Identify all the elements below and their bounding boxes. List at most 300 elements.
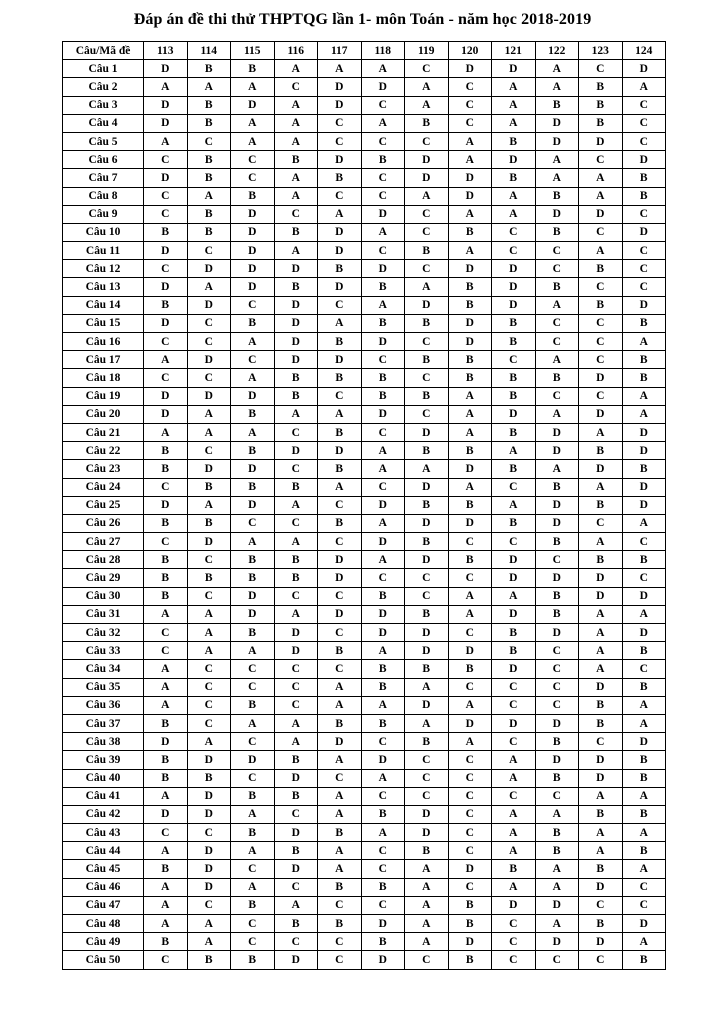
answer-cell: A bbox=[579, 605, 623, 623]
answer-cell: A bbox=[361, 114, 405, 132]
table-row bbox=[63, 460, 666, 478]
answer-cell: C bbox=[622, 260, 666, 278]
answer-cell: C bbox=[318, 187, 362, 205]
answer-cell: D bbox=[318, 605, 362, 623]
answer-cell: A bbox=[231, 423, 275, 441]
answer-cell: A bbox=[187, 733, 231, 751]
answer-cell: C bbox=[448, 78, 492, 96]
answer-cell: A bbox=[448, 242, 492, 260]
answer-cell: B bbox=[231, 951, 275, 969]
answer-cell: A bbox=[144, 423, 188, 441]
answer-cell: A bbox=[187, 423, 231, 441]
answer-key-table bbox=[62, 41, 666, 970]
answer-cell: D bbox=[187, 787, 231, 805]
answer-cell: A bbox=[318, 751, 362, 769]
answer-cell: A bbox=[492, 187, 536, 205]
question-label-cell: Câu 12 bbox=[63, 260, 144, 278]
answer-cell: B bbox=[622, 460, 666, 478]
answer-cell: A bbox=[535, 405, 579, 423]
table-row bbox=[63, 260, 666, 278]
answer-cell: A bbox=[187, 915, 231, 933]
answer-cell: B bbox=[274, 751, 318, 769]
answer-cell: C bbox=[492, 915, 536, 933]
question-label-cell: Câu 34 bbox=[63, 660, 144, 678]
table-row bbox=[63, 478, 666, 496]
page-title: Đáp án đề thi thử THPTQG lần 1- môn Toán - năm học 2018-2019 bbox=[133, 11, 592, 28]
answer-cell: A bbox=[405, 460, 449, 478]
answer-cell: D bbox=[361, 496, 405, 514]
answer-cell: C bbox=[231, 678, 275, 696]
answer-cell: A bbox=[231, 132, 275, 150]
answer-cell: B bbox=[579, 551, 623, 569]
answer-cell: C bbox=[231, 514, 275, 532]
answer-cell: C bbox=[144, 478, 188, 496]
answer-cell: D bbox=[361, 405, 405, 423]
answer-cell: C bbox=[405, 569, 449, 587]
answer-cell: B bbox=[492, 387, 536, 405]
answer-cell: B bbox=[144, 551, 188, 569]
answer-cell: D bbox=[535, 714, 579, 732]
answer-cell: A bbox=[144, 878, 188, 896]
table-row bbox=[63, 496, 666, 514]
answer-cell: B bbox=[231, 696, 275, 714]
exam-code-header: 113 bbox=[144, 42, 188, 60]
answer-cell: C bbox=[448, 769, 492, 787]
answer-cell: C bbox=[579, 223, 623, 241]
answer-cell: B bbox=[448, 915, 492, 933]
table-row bbox=[63, 842, 666, 860]
answer-cell: D bbox=[492, 896, 536, 914]
answer-cell: D bbox=[579, 751, 623, 769]
answer-cell: C bbox=[448, 114, 492, 132]
answer-cell: A bbox=[361, 824, 405, 842]
question-label-cell: Câu 43 bbox=[63, 824, 144, 842]
answer-cell: C bbox=[535, 551, 579, 569]
answer-cell: C bbox=[405, 333, 449, 351]
answer-cell: B bbox=[187, 169, 231, 187]
table-row bbox=[63, 951, 666, 969]
answer-cell: D bbox=[579, 587, 623, 605]
answer-cell: D bbox=[187, 460, 231, 478]
question-label-cell: Câu 46 bbox=[63, 878, 144, 896]
answer-cell: A bbox=[535, 805, 579, 823]
answer-cell: A bbox=[535, 915, 579, 933]
answer-cell: B bbox=[405, 114, 449, 132]
table-body bbox=[63, 60, 666, 969]
exam-code-header: 117 bbox=[318, 42, 362, 60]
answer-cell: D bbox=[144, 387, 188, 405]
answer-cell: C bbox=[448, 678, 492, 696]
answer-cell: C bbox=[274, 205, 318, 223]
answer-cell: C bbox=[622, 242, 666, 260]
answer-cell: C bbox=[231, 169, 275, 187]
answer-cell: B bbox=[448, 442, 492, 460]
answer-cell: C bbox=[274, 878, 318, 896]
question-label-cell: Câu 36 bbox=[63, 696, 144, 714]
answer-cell: A bbox=[144, 915, 188, 933]
answer-cell: B bbox=[535, 478, 579, 496]
answer-cell: B bbox=[448, 551, 492, 569]
answer-cell: D bbox=[405, 642, 449, 660]
table-row bbox=[63, 205, 666, 223]
answer-cell: B bbox=[318, 333, 362, 351]
answer-cell: C bbox=[579, 151, 623, 169]
answer-cell: B bbox=[361, 805, 405, 823]
answer-cell: C bbox=[405, 132, 449, 150]
answer-cell: C bbox=[535, 696, 579, 714]
answer-cell: C bbox=[448, 824, 492, 842]
answer-cell: C bbox=[448, 751, 492, 769]
answer-cell: A bbox=[535, 78, 579, 96]
question-label-cell: Câu 5 bbox=[63, 132, 144, 150]
answer-cell: C bbox=[231, 733, 275, 751]
answer-cell: D bbox=[535, 514, 579, 532]
answer-cell: A bbox=[622, 387, 666, 405]
answer-cell: A bbox=[231, 714, 275, 732]
answer-cell: C bbox=[405, 587, 449, 605]
answer-cell: C bbox=[318, 660, 362, 678]
question-label-cell: Câu 22 bbox=[63, 442, 144, 460]
answer-cell: B bbox=[492, 169, 536, 187]
answer-cell: A bbox=[535, 860, 579, 878]
answer-cell: D bbox=[318, 151, 362, 169]
header-row bbox=[63, 42, 666, 60]
answer-cell: A bbox=[144, 605, 188, 623]
answer-cell: D bbox=[622, 915, 666, 933]
answer-cell: B bbox=[622, 642, 666, 660]
answer-cell: B bbox=[535, 533, 579, 551]
exam-code-header: 120 bbox=[448, 42, 492, 60]
answer-cell: C bbox=[492, 733, 536, 751]
answer-cell: A bbox=[535, 60, 579, 78]
answer-cell: B bbox=[448, 951, 492, 969]
table-row bbox=[63, 96, 666, 114]
answer-cell: B bbox=[492, 333, 536, 351]
answer-cell: D bbox=[144, 496, 188, 514]
answer-cell: D bbox=[535, 569, 579, 587]
answer-cell: B bbox=[622, 314, 666, 332]
table-row bbox=[63, 132, 666, 150]
answer-cell: B bbox=[492, 860, 536, 878]
answer-cell: D bbox=[318, 569, 362, 587]
answer-cell: A bbox=[579, 478, 623, 496]
answer-cell: A bbox=[144, 132, 188, 150]
answer-cell: D bbox=[535, 496, 579, 514]
answer-cell: A bbox=[622, 933, 666, 951]
answer-cell: C bbox=[361, 787, 405, 805]
answer-cell: C bbox=[187, 369, 231, 387]
answer-cell: B bbox=[144, 933, 188, 951]
answer-cell: B bbox=[144, 569, 188, 587]
answer-cell: D bbox=[231, 460, 275, 478]
answer-cell: B bbox=[231, 824, 275, 842]
question-label-cell: Câu 23 bbox=[63, 460, 144, 478]
answer-cell: A bbox=[535, 296, 579, 314]
answer-cell: B bbox=[492, 514, 536, 532]
answer-cell: D bbox=[231, 605, 275, 623]
answer-cell: A bbox=[492, 587, 536, 605]
answer-cell: B bbox=[274, 787, 318, 805]
answer-cell: C bbox=[144, 187, 188, 205]
answer-cell: B bbox=[622, 187, 666, 205]
answer-cell: B bbox=[448, 369, 492, 387]
answer-cell: B bbox=[448, 896, 492, 914]
answer-cell: D bbox=[231, 260, 275, 278]
question-label-cell: Câu 50 bbox=[63, 951, 144, 969]
answer-cell: C bbox=[579, 278, 623, 296]
answer-cell: D bbox=[144, 96, 188, 114]
answer-cell: D bbox=[579, 132, 623, 150]
answer-cell: C bbox=[448, 787, 492, 805]
answer-cell: A bbox=[405, 96, 449, 114]
answer-cell: A bbox=[448, 423, 492, 441]
answer-cell: A bbox=[492, 842, 536, 860]
answer-cell: B bbox=[361, 314, 405, 332]
answer-cell: C bbox=[361, 242, 405, 260]
answer-cell: D bbox=[274, 351, 318, 369]
answer-cell: A bbox=[231, 878, 275, 896]
answer-cell: A bbox=[492, 114, 536, 132]
table-row bbox=[63, 187, 666, 205]
answer-cell: D bbox=[405, 514, 449, 532]
answer-cell: C bbox=[361, 132, 405, 150]
answer-cell: B bbox=[405, 842, 449, 860]
question-label-cell: Câu 29 bbox=[63, 569, 144, 587]
table-row bbox=[63, 242, 666, 260]
answer-cell: A bbox=[144, 78, 188, 96]
answer-cell: A bbox=[492, 751, 536, 769]
answer-cell: B bbox=[579, 296, 623, 314]
answer-cell: B bbox=[492, 624, 536, 642]
answer-cell: D bbox=[622, 733, 666, 751]
answer-cell: A bbox=[144, 660, 188, 678]
answer-cell: D bbox=[622, 478, 666, 496]
answer-cell: A bbox=[405, 878, 449, 896]
table-row bbox=[63, 405, 666, 423]
answer-cell: C bbox=[535, 660, 579, 678]
answer-cell: C bbox=[535, 314, 579, 332]
answer-cell: D bbox=[492, 605, 536, 623]
table-row bbox=[63, 442, 666, 460]
question-label-cell: Câu 17 bbox=[63, 351, 144, 369]
answer-cell: C bbox=[187, 587, 231, 605]
answer-cell: C bbox=[405, 787, 449, 805]
answer-cell: A bbox=[405, 915, 449, 933]
answer-cell: B bbox=[231, 187, 275, 205]
table-row bbox=[63, 369, 666, 387]
question-label-cell: Câu 42 bbox=[63, 805, 144, 823]
answer-cell: D bbox=[274, 442, 318, 460]
answer-cell: B bbox=[405, 242, 449, 260]
table-row bbox=[63, 751, 666, 769]
answer-cell: B bbox=[579, 78, 623, 96]
answer-cell: C bbox=[361, 569, 405, 587]
answer-cell: C bbox=[622, 533, 666, 551]
question-label-cell: Câu 19 bbox=[63, 387, 144, 405]
answer-cell: C bbox=[274, 78, 318, 96]
answer-cell: B bbox=[318, 514, 362, 532]
answer-cell: D bbox=[231, 278, 275, 296]
answer-cell: D bbox=[448, 460, 492, 478]
answer-cell: D bbox=[405, 696, 449, 714]
answer-cell: C bbox=[361, 842, 405, 860]
answer-cell: D bbox=[231, 751, 275, 769]
answer-cell: A bbox=[579, 187, 623, 205]
answer-cell: C bbox=[144, 205, 188, 223]
answer-cell: D bbox=[144, 405, 188, 423]
answer-cell: D bbox=[622, 624, 666, 642]
table-row bbox=[63, 60, 666, 78]
answer-cell: D bbox=[405, 478, 449, 496]
answer-cell: B bbox=[231, 314, 275, 332]
table-row bbox=[63, 314, 666, 332]
answer-cell: B bbox=[622, 951, 666, 969]
answer-cell: C bbox=[318, 296, 362, 314]
answer-cell: C bbox=[579, 333, 623, 351]
answer-cell: A bbox=[405, 933, 449, 951]
answer-cell: B bbox=[318, 714, 362, 732]
answer-cell: C bbox=[144, 533, 188, 551]
answer-cell: A bbox=[231, 842, 275, 860]
answer-cell: A bbox=[448, 605, 492, 623]
answer-cell: C bbox=[448, 842, 492, 860]
answer-cell: D bbox=[318, 551, 362, 569]
answer-cell: A bbox=[448, 405, 492, 423]
answer-cell: D bbox=[274, 314, 318, 332]
answer-cell: D bbox=[579, 405, 623, 423]
answer-cell: C bbox=[622, 114, 666, 132]
answer-cell: A bbox=[361, 60, 405, 78]
answer-cell: D bbox=[448, 260, 492, 278]
question-label-cell: Câu 28 bbox=[63, 551, 144, 569]
answer-cell: C bbox=[274, 678, 318, 696]
answer-cell: C bbox=[231, 660, 275, 678]
answer-cell: C bbox=[318, 132, 362, 150]
answer-cell: B bbox=[579, 696, 623, 714]
answer-cell: C bbox=[274, 660, 318, 678]
answer-cell: C bbox=[144, 951, 188, 969]
answer-cell: D bbox=[274, 624, 318, 642]
answer-cell: C bbox=[579, 351, 623, 369]
answer-cell: A bbox=[318, 405, 362, 423]
answer-cell: D bbox=[622, 587, 666, 605]
answer-cell: C bbox=[405, 60, 449, 78]
answer-cell: B bbox=[448, 223, 492, 241]
answer-cell: A bbox=[144, 678, 188, 696]
answer-cell: B bbox=[535, 96, 579, 114]
table-row bbox=[63, 551, 666, 569]
answer-cell: A bbox=[622, 714, 666, 732]
answer-cell: C bbox=[622, 132, 666, 150]
question-label-cell: Câu 35 bbox=[63, 678, 144, 696]
answer-cell: D bbox=[318, 442, 362, 460]
table-row bbox=[63, 915, 666, 933]
answer-cell: D bbox=[492, 278, 536, 296]
answer-cell: C bbox=[318, 896, 362, 914]
answer-cell: C bbox=[318, 114, 362, 132]
table-row bbox=[63, 624, 666, 642]
answer-cell: A bbox=[274, 132, 318, 150]
answer-cell: C bbox=[361, 351, 405, 369]
answer-cell: A bbox=[405, 860, 449, 878]
answer-cell: A bbox=[492, 496, 536, 514]
table-row bbox=[63, 787, 666, 805]
answer-cell: B bbox=[231, 478, 275, 496]
answer-cell: D bbox=[187, 805, 231, 823]
answer-cell: B bbox=[231, 624, 275, 642]
answer-cell: C bbox=[622, 878, 666, 896]
answer-cell: A bbox=[448, 696, 492, 714]
answer-cell: A bbox=[361, 642, 405, 660]
table-row bbox=[63, 678, 666, 696]
table-row bbox=[63, 696, 666, 714]
answer-cell: D bbox=[274, 769, 318, 787]
answer-cell: C bbox=[361, 478, 405, 496]
answer-cell: D bbox=[187, 351, 231, 369]
answer-cell: B bbox=[535, 769, 579, 787]
exam-code-header: 116 bbox=[274, 42, 318, 60]
answer-cell: B bbox=[144, 714, 188, 732]
question-label-cell: Câu 16 bbox=[63, 333, 144, 351]
answer-cell: C bbox=[405, 951, 449, 969]
answer-cell: A bbox=[274, 605, 318, 623]
answer-cell: A bbox=[231, 369, 275, 387]
answer-cell: C bbox=[492, 223, 536, 241]
answer-cell: C bbox=[579, 733, 623, 751]
answer-cell: D bbox=[361, 260, 405, 278]
answer-cell: A bbox=[579, 824, 623, 842]
answer-cell: D bbox=[231, 242, 275, 260]
answer-cell: C bbox=[492, 533, 536, 551]
answer-cell: C bbox=[231, 351, 275, 369]
answer-cell: B bbox=[361, 660, 405, 678]
answer-cell: D bbox=[231, 96, 275, 114]
answer-cell: A bbox=[622, 605, 666, 623]
answer-cell: A bbox=[318, 787, 362, 805]
question-label-cell: Câu 40 bbox=[63, 769, 144, 787]
answer-cell: A bbox=[492, 878, 536, 896]
answer-cell: B bbox=[144, 514, 188, 532]
question-label-cell: Câu 18 bbox=[63, 369, 144, 387]
answer-cell: D bbox=[405, 169, 449, 187]
answer-cell: C bbox=[622, 896, 666, 914]
answer-cell: B bbox=[318, 878, 362, 896]
question-label-cell: Câu 26 bbox=[63, 514, 144, 532]
answer-cell: D bbox=[492, 405, 536, 423]
answer-cell: A bbox=[405, 896, 449, 914]
answer-cell: D bbox=[318, 223, 362, 241]
answer-cell: D bbox=[318, 733, 362, 751]
answer-cell: A bbox=[274, 169, 318, 187]
answer-cell: C bbox=[231, 860, 275, 878]
answer-cell: B bbox=[405, 496, 449, 514]
answer-cell: D bbox=[492, 660, 536, 678]
table-row bbox=[63, 660, 666, 678]
answer-cell: D bbox=[405, 151, 449, 169]
answer-cell: A bbox=[318, 314, 362, 332]
question-label-cell: Câu 2 bbox=[63, 78, 144, 96]
question-label-cell: Câu 1 bbox=[63, 60, 144, 78]
answer-cell: B bbox=[187, 60, 231, 78]
answer-cell: D bbox=[492, 551, 536, 569]
answer-cell: C bbox=[274, 460, 318, 478]
answer-cell: D bbox=[535, 896, 579, 914]
answer-cell: B bbox=[187, 478, 231, 496]
answer-cell: D bbox=[144, 169, 188, 187]
answer-cell: A bbox=[187, 187, 231, 205]
answer-cell: B bbox=[492, 132, 536, 150]
answer-cell: A bbox=[361, 696, 405, 714]
